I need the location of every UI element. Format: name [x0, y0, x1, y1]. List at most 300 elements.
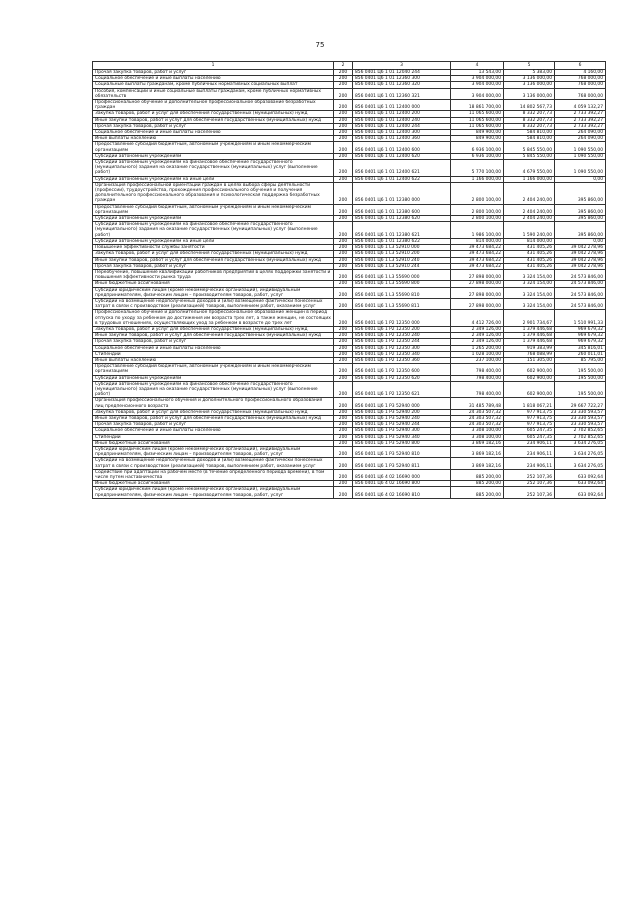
row-value-3: 85 795,00 — [555, 357, 606, 363]
budget-table — [92, 61, 606, 499]
row-value-1: 885 200,00 — [451, 469, 504, 480]
row-value-3: 2 702 852,65 — [555, 428, 606, 434]
header-row — [93, 62, 606, 70]
row-kbk: 856 0401 Ц6 1 P3 52940 811 — [353, 458, 451, 469]
row-value-2: 1 590 240,00 — [504, 222, 555, 239]
row-value-3: 1 090 550,00 — [555, 142, 606, 153]
row-kbk: 856 0401 Ц6 1 P2 12350 000 — [353, 310, 451, 327]
table-row — [93, 398, 606, 409]
row-value-2: 602 900,00 — [504, 364, 555, 375]
row-value-1: 6 936 100,00 — [451, 142, 504, 153]
row-name: Иные бюджетные ассигнования — [93, 481, 334, 487]
row-value-2: 2 404 240,00 — [504, 182, 555, 204]
table-row — [93, 204, 606, 215]
row-value-3: 2 702 852,65 — [555, 434, 606, 440]
row-value-1: 11 065 600,00 — [451, 123, 504, 129]
row-value-2: 3 324 154,00 — [504, 281, 555, 287]
row-value-2: 3 324 154,00 — [504, 269, 555, 280]
row-value-3: 969 679,32 — [555, 339, 606, 345]
row-value-1: 798 400,00 — [451, 364, 504, 375]
table-row — [93, 100, 606, 111]
row-value-2: 5 383,00 — [504, 70, 555, 76]
row-value-3: 195 500,00 — [555, 375, 606, 381]
row-value-1: 3 308 100,00 — [451, 428, 504, 434]
row-code: 200 — [334, 409, 353, 415]
row-value-1: 1 986 100,00 — [451, 222, 504, 239]
row-value-1: 2 800 100,00 — [451, 204, 504, 215]
row-value-2: 584 810,00 — [504, 136, 555, 142]
row-kbk: 856 0401 Ц6 1 P2 12350 244 — [353, 339, 451, 345]
row-value-1: 885 200,00 — [451, 481, 504, 487]
row-code: 200 — [334, 136, 353, 142]
row-name: Субсидии юридическим лицам (кроме некоммерческих организаций), индивидуальным предпринимателям, физическим лицам – производителям товаров, работ, услуг — [93, 487, 334, 498]
row-code: 200 — [334, 88, 353, 99]
row-value-1: 1 166 000,00 — [451, 176, 504, 182]
row-name: Закупка товаров, работ и услуг для обеспечения государственных (муниципальных) нужд — [93, 111, 334, 117]
row-name: Предоставление субсидий бюджетным, автономным учреждениям и иным некоммерческим организациям — [93, 204, 334, 215]
row-value-3: 264 090,00 — [555, 136, 606, 142]
row-code: 200 — [334, 281, 353, 287]
row-value-3: 23 330 593,57 — [555, 422, 606, 428]
row-value-3: 23 330 593,57 — [555, 409, 606, 415]
row-name: Предоставление субсидий бюджетным, автономным учреждениям и иным некоммерческим организациям — [93, 364, 334, 375]
row-name: Прочая закупка товаров, работ и услуг — [93, 123, 334, 129]
row-value-2: 2 404 240,00 — [504, 216, 555, 222]
row-value-3: 768 000,00 — [555, 82, 606, 88]
row-kbk: 856 0401 Ц6 1 P2 12350 240 — [353, 333, 451, 339]
row-value-3: 1 090 550,00 — [555, 160, 606, 177]
row-name: Социальное обеспечение и иные выплаты населению — [93, 345, 334, 351]
row-value-2: 3 136 000,00 — [504, 76, 555, 82]
row-name: Пособия, компенсации и иные социальные выплаты гражданам, кроме публичных нормативных обязательств — [93, 88, 334, 99]
row-code: 200 — [334, 287, 353, 298]
row-value-1: 2 800 100,00 — [451, 216, 504, 222]
row-value-2: 8 332 207,73 — [504, 117, 555, 123]
table-row — [93, 469, 606, 480]
row-code: 200 — [334, 82, 353, 88]
row-name: Организация профессионального обучения и дополнительного профессионального образования лиц предпенсионного возраста — [93, 398, 334, 409]
table-row — [93, 487, 606, 498]
row-kbk: 856 0401 Ц6 1 P3 52940 800 — [353, 440, 451, 446]
row-value-1: 814 000,00 — [451, 238, 504, 244]
row-code: 200 — [334, 238, 353, 244]
row-kbk: 856 0401 Ц6 1 01 12400 621 — [353, 160, 451, 177]
table-row — [93, 182, 606, 204]
row-name: Иные бюджетные ассигнования — [93, 281, 334, 287]
row-kbk: 856 0401 Ц6 1 L3 55690 800 — [353, 281, 451, 287]
row-code: 200 — [334, 434, 353, 440]
row-code: 200 — [334, 447, 353, 458]
row-value-2: 1 379 446,68 — [504, 333, 555, 339]
row-kbk: 856 0401 Ц6 1 L3 52910 000 — [353, 245, 451, 251]
row-code: 200 — [334, 222, 353, 239]
row-code: 200 — [334, 481, 353, 487]
row-name: Субсидии на возмещение недополученных доходов и (или) возмещение фактически понесенных затрат в связи с производством (реализацией) товаров, выполнением работ, оказанием услуг — [93, 458, 334, 469]
row-value-2: 4 679 550,00 — [504, 160, 555, 177]
row-code: 200 — [334, 333, 353, 339]
row-name: Профессиональное обучение и дополнительное профессиональное образование женщин в период отпуска по уходу за ребенком до достижения им возраста трех лет, а также женщин, не состоящих в трудовых отношениях, осуществляющих уход за ребенком в возрасте до трех лет — [93, 310, 334, 327]
row-code: 200 — [334, 310, 353, 327]
row-kbk: 856 0401 Ц6 1 01 12360 320 — [353, 82, 451, 88]
row-value-2: 151 305,00 — [504, 357, 555, 363]
row-value-1: 39 473 684,22 — [451, 263, 504, 269]
row-code: 200 — [334, 142, 353, 153]
row-kbk: 856 0401 Ц6 1 01 12400 240 — [353, 117, 451, 123]
table-row — [93, 458, 606, 469]
row-value-3: 2 733 392,27 — [555, 117, 606, 123]
row-value-1: 798 400,00 — [451, 381, 504, 398]
table-row — [93, 364, 606, 375]
row-value-2: 977 913,75 — [504, 409, 555, 415]
row-value-3: 39 042 278,96 — [555, 251, 606, 257]
row-kbk: 856 0401 Ц6 1 01 12400 000 — [353, 100, 451, 111]
row-code: 200 — [334, 298, 353, 309]
row-kbk: 856 0401 Ц6 1 01 12400 620 — [353, 153, 451, 159]
row-value-3: 260 011,01 — [555, 351, 606, 357]
row-kbk: 856 0401 Ц6 1 P3 52940 000 — [353, 398, 451, 409]
row-value-2: 2 901 734,67 — [504, 310, 555, 327]
row-value-2: 3 136 000,00 — [504, 88, 555, 99]
table-row — [93, 269, 606, 280]
row-value-1: 1 028 100,00 — [451, 351, 504, 357]
row-name: Субсидии юридическим лицам (кроме некоммерческих организаций), индивидуальным предпринимателям, физическим лицам – производителям товаров, работ, услуг — [93, 447, 334, 458]
row-kbk: 856 0401 Ц6 1 01 12400 360 — [353, 136, 451, 142]
row-code: 200 — [334, 76, 353, 82]
row-value-3: 633 092,64 — [555, 481, 606, 487]
row-kbk: 856 0401 Ц6 1 L3 55690 810 — [353, 287, 451, 298]
row-value-1: 24 303 507,32 — [451, 422, 504, 428]
row-kbk: 856 0401 Ц6 1 01 12380 600 — [353, 204, 451, 215]
row-value-3: 395 860,00 — [555, 204, 606, 215]
row-name: Субсидии на возмещение недополученных доходов и (или) возмещение фактически понесенных затрат в связи с производством (реализацией) товаров, выполнением работ, оказанием услуг — [93, 298, 334, 309]
row-kbk: 856 0401 Ц6 1 L3 55690 000 — [353, 269, 451, 280]
row-value-2: 1 166 000,00 — [504, 176, 555, 182]
row-kbk: 856 0401 Ц6 4 02 16690 800 — [353, 481, 451, 487]
row-value-2: 1 379 446,68 — [504, 326, 555, 332]
row-value-3: 3 634 276,05 — [555, 440, 606, 446]
row-value-3: 2 733 392,27 — [555, 123, 606, 129]
row-value-2: 234 906,11 — [504, 458, 555, 469]
row-value-1: 3 904 000,00 — [451, 82, 504, 88]
row-value-2: 5 845 550,00 — [504, 142, 555, 153]
row-value-2: 814 000,00 — [504, 238, 555, 244]
row-kbk: 856 0401 Ц6 1 L3 52910 200 — [353, 251, 451, 257]
row-value-1: 3 869 182,16 — [451, 447, 504, 458]
row-value-3: 4 160,00 — [555, 70, 606, 76]
row-name: Закупка товаров, работ и услуг для обеспечения государственных (муниципальных) нужд — [93, 326, 334, 332]
row-value-1: 3 904 000,00 — [451, 76, 504, 82]
row-kbk: 856 0401 Ц6 1 01 12380 621 — [353, 222, 451, 239]
row-value-2: 431 405,26 — [504, 245, 555, 251]
row-value-2: 977 913,75 — [504, 415, 555, 421]
row-name: Субсидии автономным учреждениям на иные цели — [93, 176, 334, 182]
row-kbk: 856 0401 Ц6 1 L3 52910 240 — [353, 257, 451, 263]
row-value-2: 602 900,00 — [504, 381, 555, 398]
row-value-1: 39 473 684,22 — [451, 245, 504, 251]
row-name: Субсидии автономным учреждениям на иные цели — [93, 238, 334, 244]
row-name: Субсидии автономным учреждениям — [93, 216, 334, 222]
header-col-1: 1 — [93, 62, 334, 70]
row-name: Социальное обеспечение и иные выплаты населению — [93, 130, 334, 136]
row-name: Субсидии автономным учреждениям — [93, 153, 334, 159]
row-code: 200 — [334, 469, 353, 480]
row-value-1: 2 349 126,00 — [451, 339, 504, 345]
row-name: Закупка товаров, работ и услуг для обеспечения государственных (муниципальных) нужд — [93, 409, 334, 415]
row-value-3: 633 092,64 — [555, 487, 606, 498]
row-value-3: 24 573 846,00 — [555, 287, 606, 298]
row-kbk: 856 0401 Ц6 1 01 12380 622 — [353, 238, 451, 244]
row-code: 200 — [334, 398, 353, 409]
row-value-2: 3 324 154,00 — [504, 287, 555, 298]
row-value-3: 264 090,00 — [555, 130, 606, 136]
row-value-3: 24 573 846,00 — [555, 298, 606, 309]
row-kbk: 856 0401 Ц6 1 P2 12350 621 — [353, 381, 451, 398]
row-code: 200 — [334, 487, 353, 498]
header-col-2: 2 — [334, 62, 353, 70]
row-kbk: 856 0401 Ц6 1 01 12400 600 — [353, 142, 451, 153]
row-value-1: 27 898 000,00 — [451, 298, 504, 309]
row-value-1: 27 898 000,00 — [451, 287, 504, 298]
table-row — [93, 447, 606, 458]
row-value-1: 11 065 600,00 — [451, 117, 504, 123]
row-value-1: 3 904 000,00 — [451, 88, 504, 99]
row-value-3: 39 042 278,96 — [555, 245, 606, 251]
row-name: Закупка товаров, работ и услуг для обеспечения государственных (муниципальных) нужд — [93, 251, 334, 257]
row-kbk: 856 0401 Ц6 1 P3 52940 340 — [353, 434, 451, 440]
row-value-3: 24 573 846,00 — [555, 281, 606, 287]
table-row — [93, 222, 606, 239]
table-row — [93, 298, 606, 309]
row-value-2: 605 247,35 — [504, 428, 555, 434]
row-name: Иные закупки товаров, работ и услуг для обеспечения государственных (муниципальных) нужд — [93, 117, 334, 123]
row-name: Предоставление субсидий бюджетным, автономным учреждениям и иным некоммерческим организациям — [93, 142, 334, 153]
row-value-1: 849 900,00 — [451, 130, 504, 136]
row-value-2: 8 332 207,73 — [504, 111, 555, 117]
row-value-1: 27 898 000,00 — [451, 269, 504, 280]
row-code: 200 — [334, 216, 353, 222]
row-value-3: 1 090 550,00 — [555, 153, 606, 159]
row-code: 200 — [334, 153, 353, 159]
row-name: Субсидии автономным учреждениям на финансовое обеспечение государственного (муниципального) задания на оказание государственных (муниципальных) услуг (выполнение работ) — [93, 381, 334, 398]
row-name: Социальные выплаты гражданам, кроме публичных нормативных социальных выплат — [93, 82, 334, 88]
row-kbk: 856 0401 Ц6 1 01 12360 300 — [353, 76, 451, 82]
row-name: Социальное обеспечение и иные выплаты населению — [93, 428, 334, 434]
row-code: 200 — [334, 182, 353, 204]
row-name: Повышение эффективности службы занятости — [93, 245, 334, 251]
row-value-1: 3 869 182,16 — [451, 440, 504, 446]
row-value-1: 3 308 100,00 — [451, 434, 504, 440]
row-kbk: 856 0401 Ц6 1 01 12400 622 — [353, 176, 451, 182]
row-code: 200 — [334, 415, 353, 421]
row-value-2: 3 324 154,00 — [504, 298, 555, 309]
row-kbk: 856 0401 Ц6 1 P3 52940 244 — [353, 422, 451, 428]
row-value-1: 39 473 684,22 — [451, 257, 504, 263]
row-name: Субсидии автономным учреждениям на финансовое обеспечение государственного (муниципального) задания на оказание государственных (муниципальных) услуг (выполнение работ) — [93, 222, 334, 239]
row-value-1: 24 303 507,32 — [451, 409, 504, 415]
header-col-5: 5 — [504, 62, 555, 70]
row-kbk: 856 0401 Ц6 1 01 12380 620 — [353, 216, 451, 222]
row-value-3: 39 042 278,96 — [555, 263, 606, 269]
row-name: Субсидии автономным учреждениям на финансовое обеспечение государственного (муниципального) задания на оказание государственных (муниципальных) услуг (выполнение работ) — [93, 160, 334, 177]
row-value-1: 39 473 684,22 — [451, 251, 504, 257]
row-code: 200 — [334, 326, 353, 332]
row-kbk: 856 0401 Ц6 1 01 12400 300 — [353, 130, 451, 136]
row-value-1: 5 770 100,00 — [451, 160, 504, 177]
row-value-2: 1 818 067,21 — [504, 398, 555, 409]
row-code: 200 — [334, 204, 353, 215]
row-code: 200 — [334, 364, 353, 375]
row-value-1: 13 543,00 — [451, 70, 504, 76]
row-kbk: 856 0401 Ц6 1 01 12380 000 — [353, 182, 451, 204]
row-kbk: 856 0401 Ц6 1 P2 12350 340 — [353, 351, 451, 357]
row-value-1: 31 485 789,48 — [451, 398, 504, 409]
row-code: 200 — [334, 263, 353, 269]
row-name: Прочая закупка товаров, работ и услуг — [93, 339, 334, 345]
row-value-1: 3 869 182,16 — [451, 458, 504, 469]
row-kbk: 856 0401 Ц6 1 P2 12350 620 — [353, 375, 451, 381]
row-value-3: 768 000,00 — [555, 88, 606, 99]
row-value-2: 431 405,26 — [504, 251, 555, 257]
row-value-2: 252 107,36 — [504, 481, 555, 487]
row-kbk: 856 0401 Ц6 1 01 12400 200 — [353, 111, 451, 117]
row-value-2: 431 405,26 — [504, 263, 555, 269]
row-name: Иные выплаты населению — [93, 357, 334, 363]
row-value-3: 0,00 — [555, 238, 606, 244]
row-name: Профессиональное обучение и дополнительное профессиональное образование безработных граждан — [93, 100, 334, 111]
row-value-3: 195 500,00 — [555, 381, 606, 398]
table-row — [93, 142, 606, 153]
row-name: Переобучение, повышение квалификации работников предприятий в целях поддержки занятости и повышения эффективности рынка труда — [93, 269, 334, 280]
row-code: 200 — [334, 111, 353, 117]
header-col-6: 6 — [555, 62, 606, 70]
row-value-1: 2 349 126,00 — [451, 333, 504, 339]
row-value-3: 1 510 991,33 — [555, 310, 606, 327]
row-value-2: 977 913,75 — [504, 422, 555, 428]
row-code: 200 — [334, 375, 353, 381]
row-value-2: 768 088,99 — [504, 351, 555, 357]
row-value-3: 0,00 — [555, 176, 606, 182]
row-value-2: 234 906,11 — [504, 447, 555, 458]
row-value-2: 584 810,00 — [504, 130, 555, 136]
row-value-3: 395 860,00 — [555, 182, 606, 204]
row-name: Иные закупки товаров, работ и услуг для обеспечения государственных (муниципальных) нужд — [93, 415, 334, 421]
table-row — [93, 287, 606, 298]
row-value-3: 3 634 276,05 — [555, 447, 606, 458]
row-value-2: 2 404 240,00 — [504, 204, 555, 215]
row-kbk: 856 0401 Ц6 1 P3 52940 240 — [353, 415, 451, 421]
row-code: 200 — [334, 160, 353, 177]
row-value-3: 195 500,00 — [555, 364, 606, 375]
row-value-2: 234 906,11 — [504, 440, 555, 446]
row-value-3: 2 733 392,27 — [555, 111, 606, 117]
row-value-3: 345 816,01 — [555, 345, 606, 351]
row-name: Стипендии — [93, 434, 334, 440]
row-code: 200 — [334, 269, 353, 280]
header-col-3: 3 — [353, 62, 451, 70]
row-value-1: 2 349 126,00 — [451, 326, 504, 332]
row-value-2: 605 247,35 — [504, 434, 555, 440]
row-value-2: 3 136 000,00 — [504, 82, 555, 88]
row-value-1: 885 200,00 — [451, 487, 504, 498]
row-value-1: 24 303 507,32 — [451, 415, 504, 421]
row-value-3: 395 860,00 — [555, 222, 606, 239]
row-name: Социальное обеспечение и иные выплаты населению — [93, 76, 334, 82]
row-value-3: 969 679,32 — [555, 326, 606, 332]
row-value-3: 633 092,64 — [555, 469, 606, 480]
row-code: 200 — [334, 357, 353, 363]
row-name: Субсидии автономным учреждениям — [93, 375, 334, 381]
row-code: 200 — [334, 351, 353, 357]
row-value-1: 6 936 100,00 — [451, 153, 504, 159]
row-name: Иные бюджетные ассигнования — [93, 440, 334, 446]
row-kbk: 856 0401 Ц6 1 P3 52940 200 — [353, 409, 451, 415]
row-name: Иные закупки товаров, работ и услуг для обеспечения государственных (муниципальных) нужд — [93, 257, 334, 263]
row-code: 200 — [334, 70, 353, 76]
row-value-3: 3 634 276,05 — [555, 458, 606, 469]
row-name: Содействие при адаптации на рабочем месте (в течение определенного периода времени), в том числе путем наставничества — [93, 469, 334, 480]
row-code: 200 — [334, 458, 353, 469]
row-value-1: 27 898 000,00 — [451, 281, 504, 287]
row-code: 200 — [334, 339, 353, 345]
row-kbk: 856 0401 Ц6 1 01 12400 244 — [353, 123, 451, 129]
row-name: Прочая закупка товаров, работ и услуг — [93, 70, 334, 76]
row-name: Субсидии юридическим лицам (кроме некоммерческих организаций), индивидуальным предпринимателям, физическим лицам – производителям товаров, работ, услуг — [93, 287, 334, 298]
row-name: Организация профессиональной ориентации граждан в целях выбора сферы деятельности (профессии), трудоустройства, прохождения профессионального обучения и получения дополнительного профессионального образования и психологическая поддержка безработных граждан — [93, 182, 334, 204]
row-value-2: 14 802 567,73 — [504, 100, 555, 111]
row-value-1: 237 100,00 — [451, 357, 504, 363]
row-value-2: 252 107,36 — [504, 487, 555, 498]
table-row — [93, 88, 606, 99]
row-kbk: 856 0401 Ц6 1 01 12040 244 — [353, 70, 451, 76]
row-value-1: 849 900,00 — [451, 136, 504, 142]
row-value-1: 2 800 100,00 — [451, 182, 504, 204]
row-code: 200 — [334, 100, 353, 111]
row-kbk: 856 0401 Ц6 1 P3 52940 810 — [353, 447, 451, 458]
row-value-2: 252 107,36 — [504, 469, 555, 480]
row-code: 200 — [334, 176, 353, 182]
row-value-2: 602 900,00 — [504, 375, 555, 381]
row-value-2: 431 405,26 — [504, 257, 555, 263]
row-kbk: 856 0401 Ц6 1 L3 52910 244 — [353, 263, 451, 269]
row-value-2: 8 332 207,73 — [504, 123, 555, 129]
row-value-3: 24 573 846,00 — [555, 269, 606, 280]
row-code: 200 — [334, 245, 353, 251]
row-kbk: 856 0401 Ц6 1 P3 52940 300 — [353, 428, 451, 434]
row-value-3: 29 667 722,27 — [555, 398, 606, 409]
row-kbk: 856 0401 Ц6 4 02 16690 810 — [353, 487, 451, 498]
row-value-1: 4 412 726,00 — [451, 310, 504, 327]
row-kbk: 856 0401 Ц6 1 P2 12350 360 — [353, 357, 451, 363]
row-kbk: 856 0401 Ц6 4 02 16690 000 — [353, 469, 451, 480]
row-name: Иные закупки товаров, работ и услуг для обеспечения государственных (муниципальных) нужд — [93, 333, 334, 339]
row-code: 200 — [334, 117, 353, 123]
row-kbk: 856 0401 Ц6 1 P2 12350 300 — [353, 345, 451, 351]
row-name: Стипендии — [93, 351, 334, 357]
row-value-3: 969 679,32 — [555, 333, 606, 339]
row-value-1: 798 400,00 — [451, 375, 504, 381]
row-code: 200 — [334, 345, 353, 351]
row-kbk: 856 0401 Ц6 1 L3 55690 811 — [353, 298, 451, 309]
row-value-2: 1 379 446,68 — [504, 339, 555, 345]
row-code: 200 — [334, 123, 353, 129]
page-number: 75 — [315, 41, 325, 49]
row-name: Иные выплаты населению — [93, 136, 334, 142]
row-code: 200 — [334, 428, 353, 434]
row-value-1: 11 065 600,00 — [451, 111, 504, 117]
row-value-3: 768 000,00 — [555, 76, 606, 82]
row-code: 200 — [334, 257, 353, 263]
table-row — [93, 160, 606, 177]
